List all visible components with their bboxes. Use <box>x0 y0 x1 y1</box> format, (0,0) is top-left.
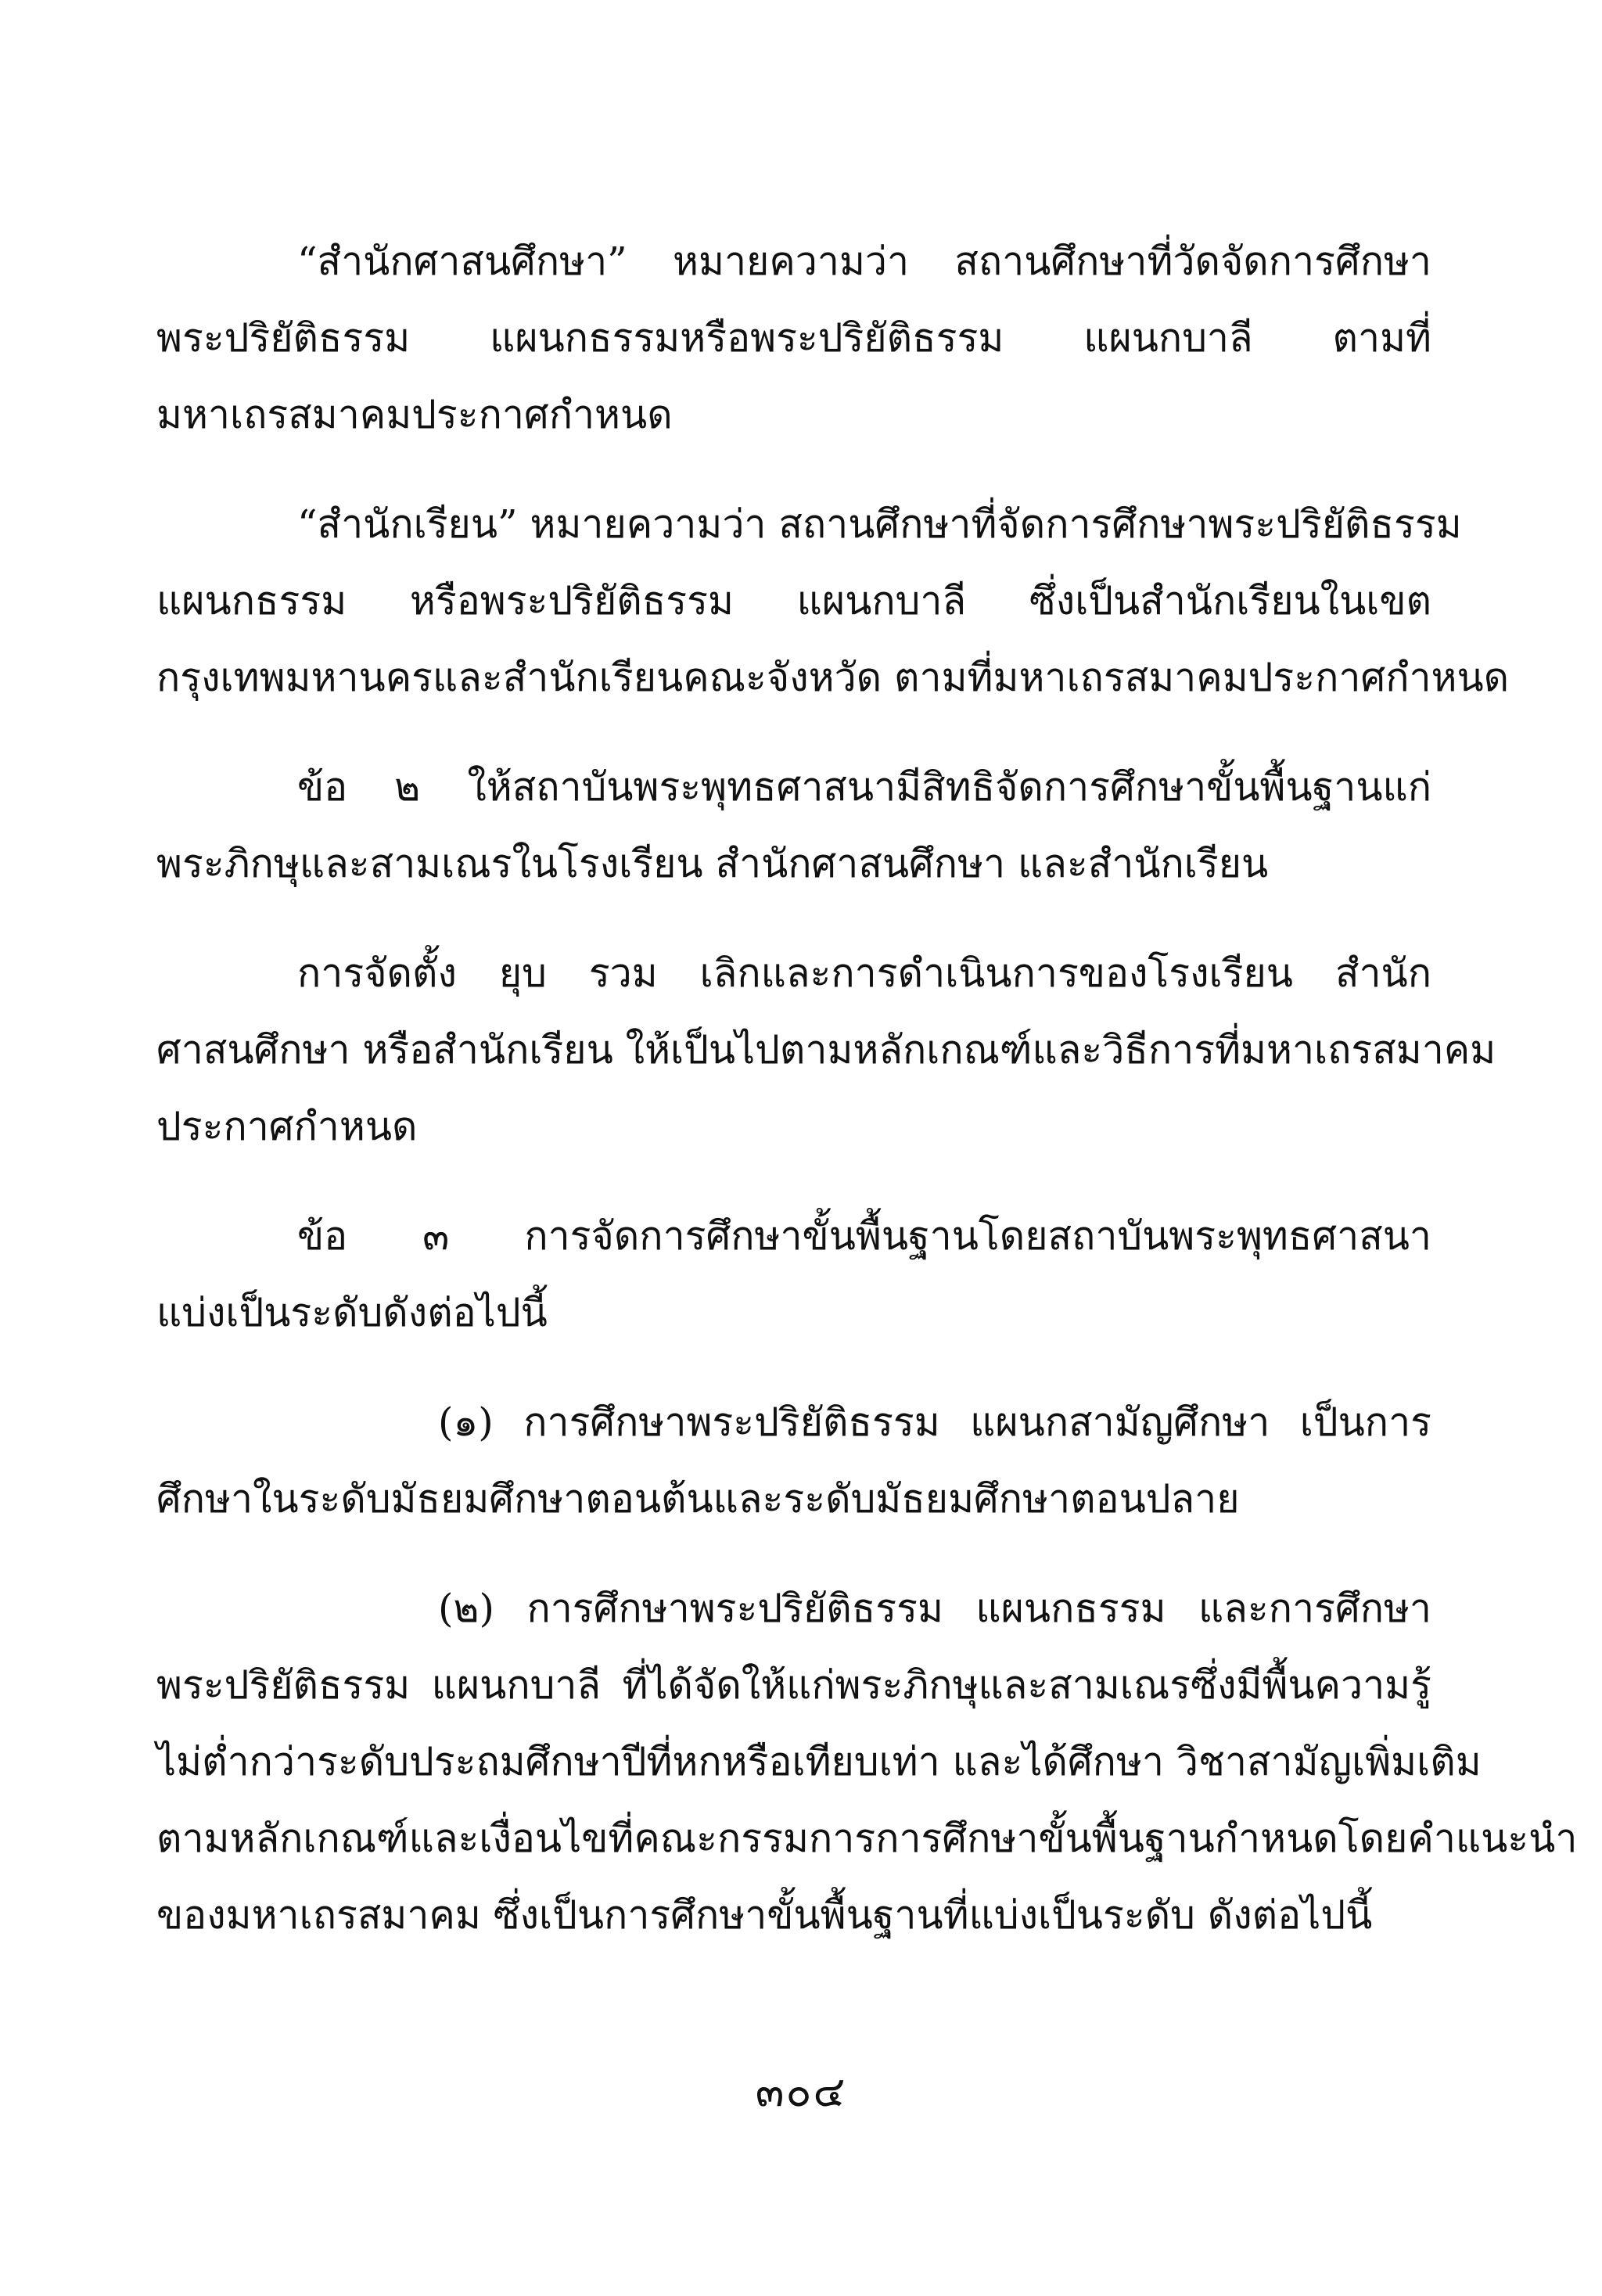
document-body <box>156 223 1578 1986</box>
text-line: แบ่งเป็นระดับดังต่อไปนี้ <box>156 1290 548 1335</box>
text-line: ประกาศกำหนด <box>156 1104 418 1149</box>
text-line: ข้อ ๒ ให้สถาบันพระพุทธศาสนามีสิทธิจัดการศึกษาขั้นพื้นฐานแก่ <box>297 764 1431 810</box>
text-line: พระปริยัติธรรม แผนกบาลี ที่ได้จัดให้แก่พระภิกษุและสามเณรซึ่งมีพื้นความรู้ <box>156 1662 1431 1708</box>
text-line: พระปริยัติธรรม แผนกธรรมหรือพระปริยัติธรรม แผนกบาลี ตามที่ <box>156 315 1431 361</box>
text-line: ของมหาเถรสมาคม ซึ่งเป็นการศึกษาขั้นพื้นฐานที่แบ่งเป็นระดับ ดังต่อไปนี้ <box>156 1892 1373 1938</box>
text-line: ศาสนศึกษา หรือสำนักเรียน ให้เป็นไปตามหลักเกณฑ์และวิธีการที่มหาเถรสมาคม <box>156 1027 1496 1073</box>
text-line: (๒) การศึกษาพระปริยัติธรรม แผนกธรรม และการศึกษา <box>438 1586 1431 1631</box>
paragraph-clause-2 <box>156 749 1431 902</box>
text-line: “สำนักเรียน” หมายความว่า สถานศึกษาที่จัดการศึกษาพระปริยัติธรรม <box>297 501 1462 547</box>
text-line: “สำนักศาสนศึกษา” หมายความว่า สถานศึกษาที่วัดจัดการศึกษา <box>297 239 1431 284</box>
paragraph-item-2 <box>156 1570 1578 1953</box>
text-line: การจัดตั้ง ยุบ รวม เลิกและการดำเนินการของโรงเรียน สำนัก <box>297 950 1431 996</box>
text-line: ตามหลักเกณฑ์และเงื่อนไขที่คณะกรรมการการศึกษาขั้นพื้นฐานกำหนดโดยคำแนะนำ <box>156 1816 1578 1861</box>
text-line: แผนกธรรม หรือพระปริยัติธรรม แผนกบาลี ซึ่งเป็นสำนักเรียนในเขต <box>156 578 1431 623</box>
paragraph-definition-sanak-rian <box>156 486 1510 716</box>
text-line: กรุงเทพมหานครและสำนักเรียนคณะจังหวัด ตามที่มหาเถรสมาคมประกาศกำหนด <box>156 655 1510 700</box>
paragraph-definition-sanak-sasana-suksa <box>156 223 1431 453</box>
text-line: ศึกษาในระดับมัธยมศึกษาตอนต้นและระดับมัธยมศึกษาตอนปลาย <box>156 1476 1240 1522</box>
text-line: ข้อ ๓ การจัดการศึกษาขั้นพื้นฐานโดยสถาบันพระพุทธศาสนา <box>297 1213 1431 1259</box>
paragraph-establishment <box>156 935 1496 1165</box>
text-line: พระภิกษุและสามเณรในโรงเรียน สำนักศาสนศึกษา และสำนักเรียน <box>156 841 1269 886</box>
text-line: ไม่ต่ำกว่าระดับประถมศึกษาปีที่หกหรือเทียบเท่า และได้ศึกษา วิชาสามัญเพิ่มเติม <box>156 1739 1482 1784</box>
paragraph-item-1 <box>156 1384 1431 1537</box>
paragraph-clause-3 <box>156 1198 1431 1351</box>
text-line: (๑) การศึกษาพระปริยัติธรรม แผนกสามัญศึกษา เป็นการ <box>438 1400 1431 1445</box>
page-number: ๓๐๔ <box>755 2067 847 2116</box>
text-line: มหาเถรสมาคมประกาศกำหนด <box>156 392 673 437</box>
